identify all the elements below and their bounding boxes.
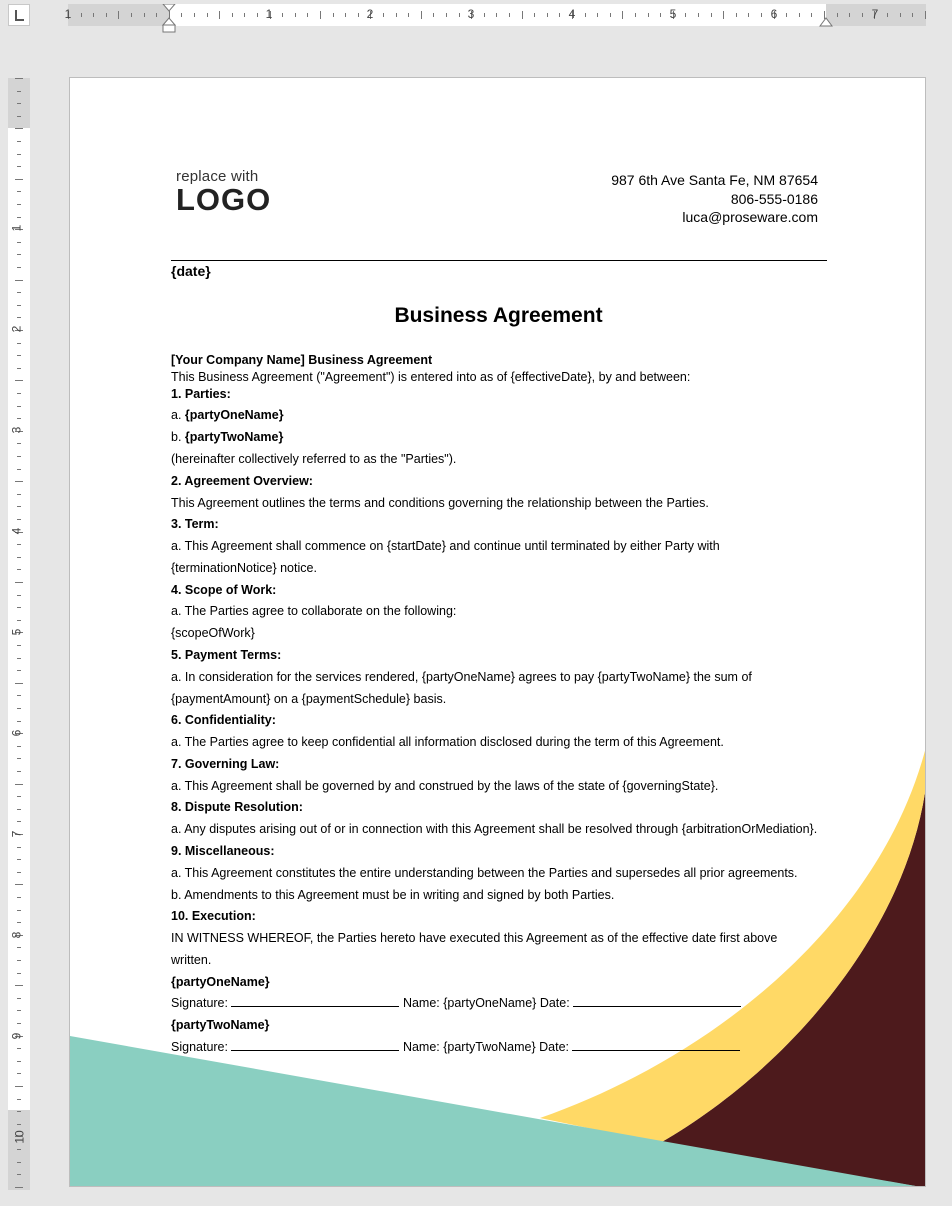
ruler-number: 6	[770, 7, 778, 21]
ruler-tick	[15, 128, 23, 129]
ruler-tick	[244, 13, 245, 17]
ruler-tick	[17, 406, 21, 407]
ruler-tick	[15, 78, 23, 79]
section-heading: [Your Company Name] Business Agreement	[171, 353, 433, 367]
ruler-tick	[307, 13, 308, 17]
section-heading: 2. Agreement Overview:	[171, 474, 313, 488]
ruler-tick	[17, 494, 21, 495]
ruler-tick	[17, 922, 21, 923]
body-line	[171, 430, 283, 444]
body-line	[171, 626, 255, 640]
signature-blank	[231, 1040, 399, 1051]
ruler-tick	[446, 13, 447, 17]
body-text: {paymentAmount} on a {paymentSchedule} basis.	[171, 692, 447, 706]
ruler-number: 4	[568, 7, 576, 21]
body-line	[171, 648, 281, 662]
ruler-tick	[17, 544, 21, 545]
ruler-tick	[295, 13, 296, 17]
ruler-number: 3	[467, 7, 475, 21]
ruler-tick	[522, 11, 523, 19]
body-line	[171, 387, 231, 401]
section-heading: 6. Confidentiality:	[171, 713, 276, 727]
body-text: a. This Agreement constitutes the entire understanding between the Parties and supersedes all prior agreements.	[171, 866, 798, 880]
body-line	[171, 909, 256, 923]
ruler-tick	[17, 217, 21, 218]
ruler-tick	[17, 746, 21, 747]
body-line	[171, 953, 211, 967]
ruler-tick	[17, 469, 21, 470]
ruler-tick	[17, 1111, 21, 1112]
ruler-number: 8	[9, 931, 24, 939]
ruler-tick	[383, 13, 384, 17]
body-line	[171, 452, 456, 466]
page-title: Business Agreement	[394, 304, 603, 327]
body-line	[171, 888, 614, 902]
ruler-tick	[17, 368, 21, 369]
section-heading: {partyTwoName}	[171, 1018, 270, 1032]
ruler-tick	[17, 721, 21, 722]
ruler-bottom-margin	[8, 1110, 30, 1190]
ruler-tick	[559, 13, 560, 17]
body-line	[171, 517, 219, 531]
ruler-tick	[622, 11, 623, 19]
tab-selector-icon[interactable]	[8, 4, 30, 26]
ruler-tick	[17, 1162, 21, 1163]
section-heading: 5. Payment Terms:	[171, 648, 282, 662]
ruler-tick	[660, 13, 661, 17]
ruler-tick	[17, 103, 21, 104]
ruler-tick	[736, 13, 737, 17]
body-text: This Business Agreement ("Agreement") is entered into as of {effectiveDate}, by and between:	[171, 370, 691, 384]
ruler-tick	[17, 1010, 21, 1011]
ruler-tick	[685, 13, 686, 17]
ruler-number: 7	[871, 7, 879, 21]
ruler-number: 7	[9, 830, 24, 838]
ruler-tick	[17, 506, 21, 507]
body-line	[171, 604, 456, 618]
ruler-tick	[358, 13, 359, 17]
ruler-tick	[17, 708, 21, 709]
ruler-tick	[17, 607, 21, 608]
ruler-tick	[799, 13, 800, 17]
section-heading: {partyOneName}	[184, 408, 284, 422]
ruler-tick	[824, 11, 825, 19]
ruler-number: 6	[9, 729, 24, 737]
ruler-tick	[17, 418, 21, 419]
body-line	[171, 370, 690, 384]
body-line	[171, 844, 275, 858]
signature-label: Signature:	[171, 996, 232, 1010]
ruler-number: 10	[12, 1130, 27, 1144]
body-text: b. Amendments to this Agreement must be in writing and signed by both Parties.	[171, 888, 615, 902]
ruler-tick	[15, 1086, 23, 1087]
ruler-tick	[597, 13, 598, 17]
ruler-tick	[17, 658, 21, 659]
date-blank	[573, 996, 741, 1007]
ruler-tick	[723, 11, 724, 19]
ruler-tick	[786, 13, 787, 17]
ruler-tick	[17, 1124, 21, 1125]
body-line	[171, 408, 284, 422]
body-line	[171, 975, 270, 989]
ruler-tick	[15, 784, 23, 785]
ruler-tick	[17, 809, 21, 810]
ruler-tick	[15, 280, 23, 281]
ruler-tick	[15, 884, 23, 885]
section-heading: {partyTwoName}	[184, 430, 284, 444]
body-text: a. The Parties agree to collaborate on the following:	[171, 604, 457, 618]
ruler-tick	[17, 242, 21, 243]
section-heading: 3. Term:	[171, 517, 219, 531]
ruler-number: 3	[9, 426, 24, 434]
ruler-tick	[15, 380, 23, 381]
signature-label: Signature:	[171, 1040, 232, 1054]
ruler-tick	[421, 11, 422, 19]
ruler-tick	[131, 13, 132, 17]
ruler-tick	[648, 13, 649, 17]
section-heading: 10. Execution:	[171, 909, 256, 923]
ruler-tick	[194, 13, 195, 17]
ruler-tick	[925, 11, 926, 19]
ruler-tick	[459, 13, 460, 17]
ruler-tick	[17, 343, 21, 344]
ruler-tick	[17, 116, 21, 117]
body-text: {terminationNotice} notice.	[171, 561, 317, 575]
ruler-tick	[17, 1048, 21, 1049]
body-line	[171, 931, 777, 945]
ruler-tick	[169, 11, 170, 19]
ruler-tick	[17, 1174, 21, 1175]
ruler-tick	[17, 758, 21, 759]
body-text: a. This Agreement shall be governed by and construed by the laws of the state of {governingState}.	[171, 779, 719, 793]
ruler-tick	[912, 13, 913, 17]
ruler-corner	[0, 0, 36, 30]
ruler-tick	[156, 13, 157, 17]
document-page[interactable]	[69, 77, 926, 1187]
body-line	[171, 866, 798, 880]
name-date-label: Name: {partyOneName} Date:	[399, 996, 574, 1010]
ruler-tick	[106, 13, 107, 17]
body-line	[171, 779, 718, 793]
ruler-number: 9	[9, 1032, 24, 1040]
ruler-tick	[17, 91, 21, 92]
ruler-tick	[509, 13, 510, 17]
indent-marker-icon[interactable]	[162, 4, 176, 34]
ruler-tick	[17, 670, 21, 671]
body-line	[171, 800, 303, 814]
email-line: luca@proseware.com	[682, 209, 818, 225]
section-heading: 1. Parties:	[171, 387, 231, 401]
vertical-ruler[interactable]	[8, 78, 30, 1190]
ruler-tick	[15, 179, 23, 180]
ruler-tick	[81, 13, 82, 17]
ruler-tick	[17, 620, 21, 621]
ruler-tick	[17, 998, 21, 999]
ruler-tick	[15, 985, 23, 986]
body-text: This Agreement outlines the terms and conditions governing the relationship between the Parties.	[171, 496, 709, 510]
logo-small-text: replace with	[176, 168, 259, 185]
ruler-tick	[17, 191, 21, 192]
ruler-tick	[144, 13, 145, 17]
ruler-tick	[711, 13, 712, 17]
ruler-tick	[17, 695, 21, 696]
ruler-tick	[496, 13, 497, 17]
section-heading: {partyOneName}	[171, 975, 270, 989]
right-indent-marker-icon[interactable]	[819, 16, 833, 28]
ruler-tick	[17, 355, 21, 356]
signature-line	[171, 1040, 740, 1054]
ruler-tick	[320, 11, 321, 19]
ruler-tick	[17, 910, 21, 911]
item-prefix: a.	[171, 408, 185, 422]
body-text: a. Any disputes arising out of or in connection with this Agreement shall be resolved through {arbitrationOrMediation}.	[171, 822, 818, 836]
body-text: a. In consideration for the services rendered, {partyOneName} agrees to pay {partyTwoName} the sum of	[171, 670, 752, 684]
ruler-tick	[849, 13, 850, 17]
ruler-tick	[15, 481, 23, 482]
ruler-tick	[333, 13, 334, 17]
ruler-tick	[484, 13, 485, 17]
header-divider	[171, 260, 827, 261]
ruler-tick	[17, 154, 21, 155]
logo-placeholder	[176, 169, 271, 215]
ruler-tick	[433, 13, 434, 17]
ruler-tick	[900, 13, 901, 17]
ruler-tick	[887, 13, 888, 17]
ruler-tick	[635, 13, 636, 17]
horizontal-ruler[interactable]	[64, 4, 926, 26]
ruler-tick	[17, 897, 21, 898]
ruler-number: 1	[64, 7, 72, 21]
signature-line	[171, 996, 741, 1010]
body-line	[171, 353, 432, 367]
ruler-tick	[207, 13, 208, 17]
ruler-tick	[15, 683, 23, 684]
address-line: 987 6th Ave Santa Fe, NM 87654	[611, 172, 818, 188]
section-heading: 4. Scope of Work:	[171, 583, 277, 597]
ruler-number: 1	[9, 224, 24, 232]
ruler-tick	[17, 859, 21, 860]
date-field: {date}	[171, 263, 211, 279]
body-line	[171, 474, 313, 488]
body-line	[171, 735, 724, 749]
ruler-tick	[219, 11, 220, 19]
body-line	[171, 757, 279, 771]
body-text: a. This Agreement shall commence on {startDate} and continue until terminated by either Party with	[171, 539, 720, 553]
ruler-tick	[282, 13, 283, 17]
body-line	[171, 496, 709, 510]
ruler-number: 5	[9, 628, 24, 636]
body-text: {scopeOfWork}	[171, 626, 255, 640]
name-date-label: Name: {partyTwoName} Date:	[399, 1040, 573, 1054]
ruler-tick	[17, 1023, 21, 1024]
ruler-tick	[17, 204, 21, 205]
ruler-tick	[408, 13, 409, 17]
signature-blank	[231, 996, 399, 1007]
ruler-tick	[17, 771, 21, 772]
ruler-tick	[17, 872, 21, 873]
ruler-number: 2	[366, 7, 374, 21]
logo-big-text: LOGO	[176, 182, 272, 217]
ruler-tick	[17, 166, 21, 167]
ruler-tick	[17, 821, 21, 822]
section-heading: 8. Dispute Resolution:	[171, 800, 303, 814]
ruler-tick	[17, 141, 21, 142]
ruler-tick	[17, 847, 21, 848]
ruler-tick	[17, 519, 21, 520]
ruler-tick	[17, 456, 21, 457]
body-text: a. The Parties agree to keep confidential all information disclosed during the term of this Agreement.	[171, 735, 724, 749]
ruler-tick	[837, 13, 838, 17]
phone-line: 806-555-0186	[730, 190, 818, 207]
ruler-number: 1	[265, 7, 273, 21]
body-line	[171, 1018, 269, 1032]
ruler-tick	[534, 13, 535, 17]
item-prefix: b.	[171, 430, 185, 444]
ruler-tick	[17, 254, 21, 255]
ruler-tick	[17, 443, 21, 444]
ruler-tick	[17, 595, 21, 596]
body-text: IN WITNESS WHEREOF, the Parties hereto have executed this Agreement as of the effective date first above	[171, 931, 778, 945]
ruler-number: 5	[669, 7, 677, 21]
body-line	[171, 670, 752, 684]
ruler-tick	[748, 13, 749, 17]
ruler-tick	[698, 13, 699, 17]
ruler-number: 2	[9, 325, 24, 333]
body-line	[171, 692, 446, 706]
body-line	[171, 583, 276, 597]
body-line	[171, 822, 817, 836]
ruler-tick	[610, 13, 611, 17]
ruler-tick	[345, 13, 346, 17]
ruler-tick	[862, 13, 863, 17]
ruler-tick	[232, 13, 233, 17]
ruler-tick	[17, 1073, 21, 1074]
ruler-tick	[547, 13, 548, 17]
ruler-tick	[17, 317, 21, 318]
ruler-tick	[257, 13, 258, 17]
ruler-tick	[17, 569, 21, 570]
section-heading: 7. Governing Law:	[171, 757, 280, 771]
ruler-tick	[15, 582, 23, 583]
section-heading: 9. Miscellaneous:	[171, 844, 275, 858]
ruler-tick	[181, 13, 182, 17]
ruler-tick	[811, 13, 812, 17]
ruler-tick	[17, 1149, 21, 1150]
ruler-tick	[93, 13, 94, 17]
body-line	[171, 539, 720, 553]
ruler-tick	[15, 1187, 23, 1188]
ruler-tick	[17, 960, 21, 961]
ruler-tick	[17, 292, 21, 293]
ruler-number: 4	[9, 527, 24, 535]
body-text: (hereinafter collectively referred to as the "Parties").	[171, 452, 457, 466]
ruler-tick	[17, 1061, 21, 1062]
ruler-tick	[17, 973, 21, 974]
ruler-tick	[396, 13, 397, 17]
ruler-tick	[17, 267, 21, 268]
ruler-tick	[761, 13, 762, 17]
contact-block	[611, 171, 818, 227]
ruler-tick	[17, 947, 21, 948]
body-line	[171, 713, 276, 727]
ruler-tick	[17, 557, 21, 558]
ruler-tick	[17, 305, 21, 306]
ruler-tick	[17, 1099, 21, 1100]
ruler-tick	[17, 393, 21, 394]
body-text: written.	[171, 953, 212, 967]
ruler-tick	[118, 11, 119, 19]
body-line	[171, 561, 317, 575]
ruler-tick	[17, 645, 21, 646]
ruler-tick	[17, 796, 21, 797]
ruler-tick	[585, 13, 586, 17]
date-blank	[572, 1040, 740, 1051]
